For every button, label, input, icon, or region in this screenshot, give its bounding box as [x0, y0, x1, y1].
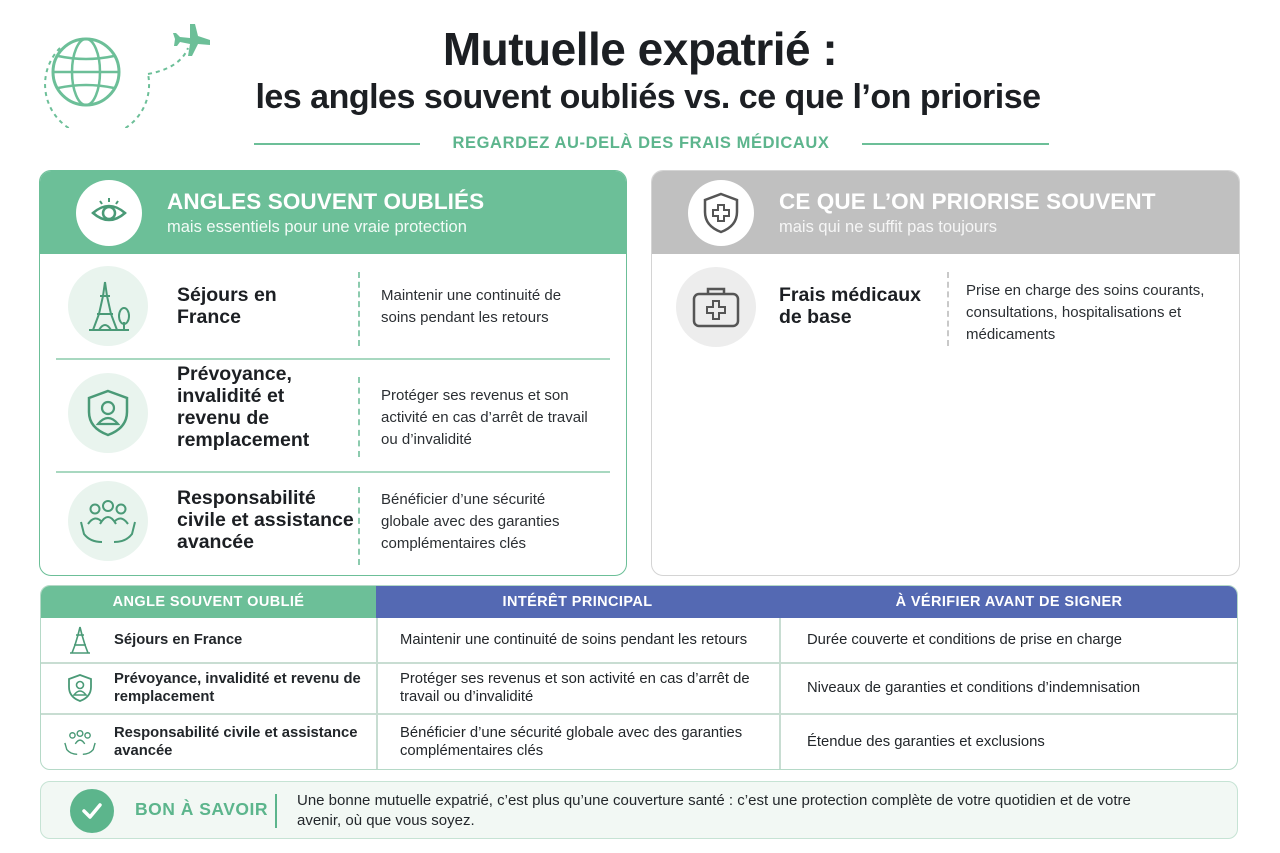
- list-item: [40, 254, 626, 358]
- panel-header: [652, 171, 1239, 254]
- table-cell: Protéger ses revenus et son activité en cas d’arrêt de travail ou d’invalidité: [400, 671, 750, 705]
- comparison-table: [40, 585, 1238, 770]
- table-cell: Responsabilité civile et assistance avancée: [114, 725, 358, 759]
- table-cell: Durée couverte et conditions de prise en charge: [807, 632, 1123, 648]
- dashed-divider: [358, 272, 360, 346]
- table-cell: Séjours en France: [114, 632, 243, 648]
- item-description: Protéger ses revenus et son activité en cas d’arrêt de travail ou d’invalidité: [381, 387, 588, 448]
- item-title: Frais médicaux de base: [779, 284, 921, 328]
- list-item: [40, 359, 626, 471]
- table-header: À VÉRIFIER AVANT DE SIGNER: [779, 586, 1238, 618]
- dashed-divider: [358, 377, 360, 457]
- eiffel-tower-icon: [68, 266, 148, 346]
- panel-subtitle: mais essentiels pour une vraie protection: [167, 218, 467, 236]
- panel-title: ANGLES SOUVENT OUBLIÉS: [167, 189, 485, 214]
- table-header: INTÉRÊT PRINCIPAL: [376, 586, 779, 618]
- dashed-divider: [358, 487, 360, 565]
- list-item: [652, 254, 1239, 358]
- item-description: Maintenir une continuité de soins pendant les retours: [381, 287, 562, 326]
- table-cell: Bénéficier d’une sécurité globale avec des garanties complémentaires clés: [400, 725, 743, 759]
- table-cell: Prévoyance, invalidité et revenu de remplacement: [114, 671, 361, 705]
- column-divider: [376, 618, 378, 769]
- item-description: Bénéficier d’une sécurité globale avec des garanties complémentaires clés: [381, 491, 560, 552]
- dashed-divider: [947, 272, 949, 346]
- table-cell: Étendue des garanties et exclusions: [807, 734, 1045, 750]
- panel-header: [40, 171, 626, 254]
- shield-person-icon: [68, 373, 148, 453]
- item-title: Séjours en France: [177, 284, 277, 328]
- group-hands-icon: [63, 725, 97, 759]
- page-subtitle: REGARDEZ AU-DELÀ DES FRAIS MÉDICAUX: [452, 134, 830, 152]
- prioritized-panel: [651, 170, 1240, 576]
- column-divider: [779, 618, 781, 769]
- group-hands-icon: [68, 481, 148, 561]
- table-header: ANGLE SOUVENT OUBLIÉ: [41, 586, 376, 618]
- table-cell: Niveaux de garanties et conditions d’indemnisation: [807, 680, 1141, 696]
- page-title-line2: les angles souvent oubliés vs. ce que l’on priorise: [255, 78, 1041, 116]
- medical-kit-icon: [676, 267, 756, 347]
- good-to-know-banner: [40, 781, 1238, 839]
- note-label: BON À SAVOIR: [135, 799, 269, 819]
- eiffel-tower-icon: [63, 623, 97, 657]
- list-item: [40, 473, 626, 576]
- item-title: Prévoyance, invalidité et revenu de remplacement: [177, 363, 310, 451]
- panel-subtitle: mais qui ne suffit pas toujours: [779, 218, 997, 236]
- eye-icon: [76, 180, 142, 246]
- page-title: Mutuelle expatrié :: [442, 23, 838, 75]
- table-cell: Maintenir une continuité de soins pendant les retours: [400, 632, 748, 648]
- item-description: Prise en charge des soins courants, consultations, hospitalisations et médicaments: [966, 282, 1205, 343]
- forgotten-angles-panel: [39, 170, 627, 576]
- shield-cross-icon: [688, 180, 754, 246]
- note-text: Une bonne mutuelle expatrié, c’est plus qu’une couverture santé : c’est une protection complète de votre quotidien et de votre avenir, où que vous soyez.: [297, 792, 1131, 829]
- check-circle-icon: [70, 789, 114, 833]
- shield-person-icon: [63, 671, 97, 705]
- note-divider: [275, 794, 277, 828]
- item-title: Responsabilité civile et assistance avancée: [177, 487, 354, 553]
- panel-title: CE QUE L’ON PRIORISE SOUVENT: [779, 189, 1156, 214]
